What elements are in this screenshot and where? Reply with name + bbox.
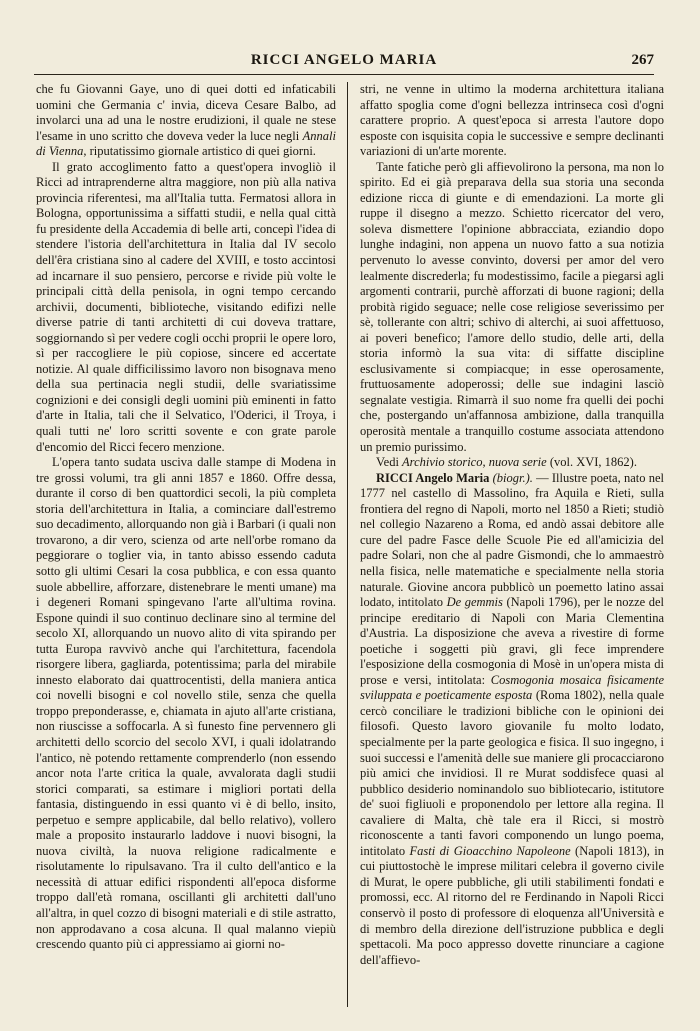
page-number: 267 [631, 52, 654, 68]
work-title: Cosmogonia mosaica fisicamente sviluppata e poeticamente esposta [360, 672, 664, 703]
right-column [360, 82, 664, 1010]
text: (vol. XVI, 1862). [549, 455, 637, 470]
journal-title: Annali di Vienna [36, 128, 336, 159]
text: che fu Giovanni Gaye, uno di quei dotti ed infaticabili uomini che Germania c' invia, diceva Cesare Balbo, ad involarci una ad una le nostre erudizioni, il quale ne stese l'esame in uno scritto che doveva veder la luce negli [36, 82, 336, 143]
work-title: De gemmis [446, 595, 503, 610]
entry-category: (biogr.). [492, 470, 533, 485]
left-paragraph-1 [36, 82, 336, 160]
right-paragraph-2: Tante fatiche però gli affievolirono la persona, ma non lo spirito. Ed ei già preparava della sua storia una seconda edizione ricca di giunte e di emendazioni. La morte gli ruppe il disegno a mezzo. Schietto ricercator del vero, soleva dismettere l'opinione abbracciata, eziandio dopo lunghe indagini, non appena un nuovo fatto a sua notizia pervenuto lo avesse convinto, doversi per amor del vero lealmente discrederla; fu modestissimo, facile a piegarsi agli argomenti contrarii, purchè afforzati di buone ragioni; della probità rigido seguace; nelle cose religiose severissimo per sè, tollerante con altri; schivo di alterchi, ai suoi affettuoso, ai poveri benefico; l'amore dello studio, delle arti, della storia informò la sua vita: di siffatte discipline esclusivamente si compiacque; in esse operosamente, fruttuosamente adoperossi; delle sue indagini lasciò segnalate vestigia. Rimarrà il suo nome fra quelli dei pochi che, postergando un'affannosa ambizione, dalla tranquilla operosità mentale a tranquillo costume associata attendono un premio purissimo. [360, 159, 664, 454]
right-paragraph-1: stri, ne venne in ultimo la moderna architettura italiana affatto spoglia come d'ogni bellezza intrinseca così d'ogni carattere proprio. A quest'epoca si arresta l'autore dopo esposte con isquisita copia le successive e sempre declinanti variazioni di un'arte morente. [360, 82, 664, 159]
source-title: Archivio storico, nuova serie [402, 455, 547, 470]
text: (Napoli 1813), in cui piuttostochè le imprese militari celebra il governo civile di Murat, le opere pubbliche, gli utili stabilimenti fondati e promossi, ecc. Al ritorno del re Ferdinando in Napoli Ricci conservò il posto di professore di eloquenza all'Università e di membro della direzione dell'istruzione pubblica e degli spettacoli. Ma poco appresso dovette rinunciare a cagione dell'affievo- [360, 843, 664, 967]
text: — Illustre poeta, nato nel 1777 nel castello di Massolino, fra Aquila e Rieti, sulla frontiera del regno di Napoli, morto nel 1850 a Rieti; studiò nel collegio Nazareno a Roma, ed andò assai debitore alle cure del padre Fasce delle Scuole Pie ed all'amicizia del padre Solari, non che al padre Gismondi, che lo ammaestrò nella fisica, nelle matematiche e specialmente nella storia naturale. Giovine ancora pubblicò un poemetto latino assai lodato, intitolato [360, 470, 664, 610]
work-title: Fasti di Gioacchino Napoleone [409, 843, 571, 858]
left-paragraph-3: L'opera tanto sudata usciva dalle stampe di Modena in tre grossi volumi, tra gli anni 1857 e 1860. Offre dessa, durante il corso di ben quattordici secoli, la più completa storia dell'architettura in Italia, a cominciare dall'estremo suo decadimento, allorquando non già i Barbari (i quali non trovarono, a dir vero, scienza od arte nell'orbe romano da peggiorare o toglier via, in tanto abisso essendo caduta sotto gli ultimi Cesari la cosa pubblica, e con essa quanto suole abbellire, afforzare, distenebrare le menti umane) ma i degeneri Romani spingevano l'arte all'ultima rovina. Espone quindi il suo continuo declinare sino al termine del secolo XI, allorquando un nuovo alito di vita spirando per tutta Europa ravvivò anche qui l'architettura, facendola risorgere libera, gagliarda, potentissima; parla del mirabile innesto elaborato dai quattrocentisti, della maniera antica coi novelli bisogni e col novello stile, senza che quella troppo preponderasse, e, chiamata in ajuto all'arte cristiana, non riuscisse a soffocarla. A sì funesto fine pervennero gli architetti dello scorcio del secolo XVI, i quali idolatrando l'antico, nè potendo rettamente comprenderlo (non essendo ancor nota l'arte critica la quale, avvalorata dagli studii storici comparati, sa estimare i migliori portati della fantasia, distinguendo in essi quanto vi è di bello, insito, perpetuo e sempre applicabile, dal bello relativo), vollero male a proposito instaurarlo laddove i nuovi bisogni, la nuova civiltà, la nuova religione radicalmente e risolutamente lo ripulsavano. Tra il culto dell'antico e la necessità di attuar edifici rispondenti all'epoca disforme troppo dall'età romana, oscillanti gli architetti dall'uno all'altra, in quel cozzo di bisogni materiali e di stile astratto, non approdavano a cosa alcuna. Il qual malanno viepiù crescendo quanto più ci appressiamo ai giorni no- [36, 455, 336, 952]
left-paragraph-2: Il grato accoglimento fatto a quest'opera invogliò il Ricci ad intraprenderne altra maggiore, non più alla nativa provincia riferentesi, ma all'Italia tutta. Fermatosi allora in Bologna, opportunissima a siffatti studii, e nella qual città fu presidente della Accademia di belle arti, concepì l'idea di stendere l'istoria dell'architettura in Italia dal IV secolo dell'êra cristiana sino al cadere del XVIII, e tosto accintosi ad incarnare il suo pensiero, percorse e rivide più volte le principali città della penisola, in ogni tempo cercando archivii, documenti, biblioteche, visitando edifizi nelle diverse patrie di tanti architetti di cui doveva trattare, soggiornando sì per vedere cogli occhi proprii le opere loro, sì per raccogliere le più copiose, sincere ed accertate notizie. Al quale difficilissimo lavoro non bisognava meno della sua pertinacia negli studii, delle svariatissime cognizioni e dei consigli degli uomini più eminenti in fatto d'arte in Italia, tali che il Selvatico, l'Oderici, il Troya, i quali tutti ne' loro scritti sovente e con grate parole d'encomio del Ricci fecero menzione. [36, 159, 336, 454]
text: Vedi [376, 455, 399, 470]
page-header [34, 50, 654, 75]
left-column [36, 82, 336, 1010]
right-paragraph-3 [360, 455, 664, 471]
running-title: RICCI ANGELO MARIA [250, 52, 438, 68]
column-divider [347, 82, 348, 1007]
text: (Napoli 1796), per le nozze del principe ereditario di Napoli con Maria Clementina d'Austria. La disposizione che aveva a rivestire di forme poetiche i soggetti più gravi, gli fece imprendere l'esposizione della cosmogonia di Mosè in un'opera mista di prose e versi, intitolata: [360, 595, 664, 687]
text: , riputatissimo giornale artistico di quei giorni. [83, 144, 316, 159]
text: (Roma 1802), nella quale cercò conciliare le tradizioni bibliche con le opinioni dei filosofi. Questo lavoro giovanile fu molto lodato, specialmente per la parte geologica e fisica. Il suo ingegno, i suoi successi e l'amenità delle sue maniere gli procacciarono più amici che invidiosi. Il re Murat soddisfece quasi al pubblico desiderio nominandolo suo bibliotecario, istitutore de' suoi figliuoli e proponendolo per lettore alla regina. Il cavaliere di Malta, chè tale era il Ricci, si mostrò riconoscente a tanti favori componendo un lungo poema, intitolato [360, 688, 664, 858]
entry-headword: RICCI Angelo Maria [376, 470, 490, 485]
entry-ricci-angelo-maria [360, 471, 664, 969]
